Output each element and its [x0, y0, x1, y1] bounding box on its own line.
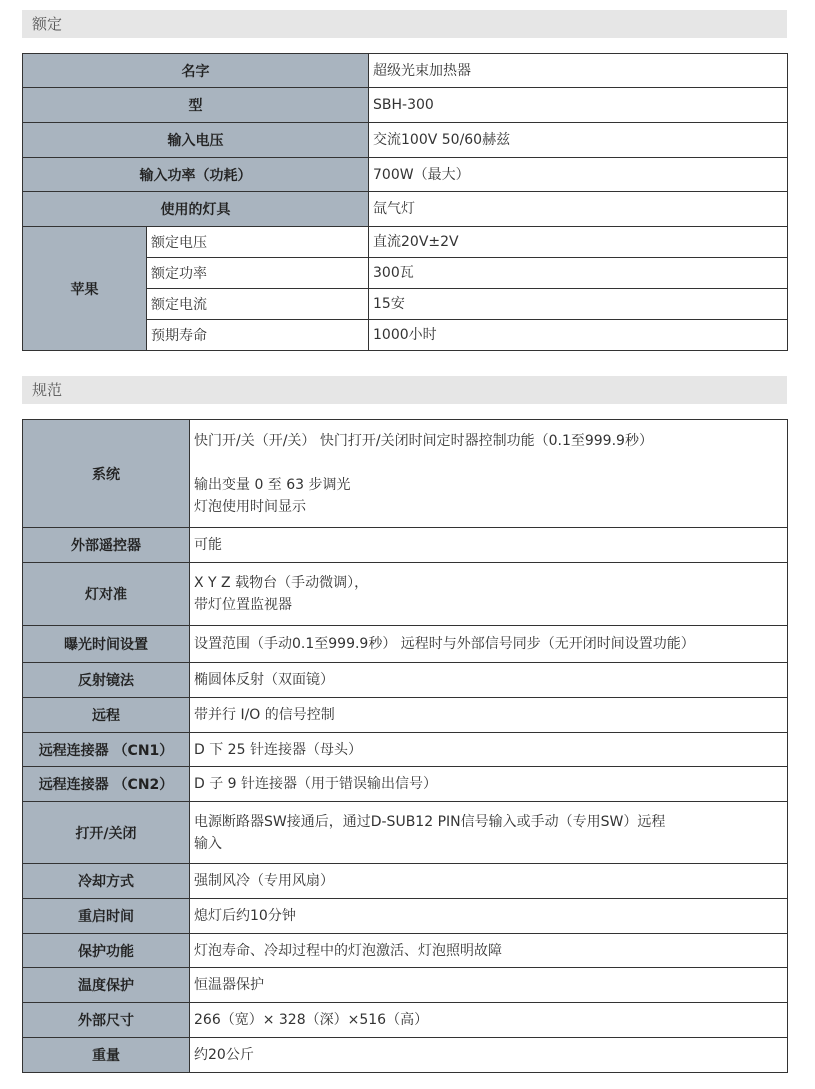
- table-row: [23, 158, 788, 192]
- table-row: [23, 420, 788, 528]
- row-label: 使用的灯具: [23, 192, 369, 227]
- row-value: 交流100V 50/60赫兹: [369, 123, 788, 158]
- value-line: 带并行 I/O 的信号控制: [194, 707, 335, 723]
- table-row: [23, 802, 788, 864]
- value-line: 约20公斤: [194, 1047, 254, 1063]
- row-label: 远程连接器 （CN2）: [23, 767, 190, 802]
- row-value: [190, 663, 788, 698]
- row-value: 超级光束加热器: [369, 54, 788, 88]
- row-value: [190, 733, 788, 767]
- table-row: [23, 1003, 788, 1038]
- table-row: [23, 528, 788, 563]
- specs-table: [22, 419, 788, 1073]
- table-row: [23, 698, 788, 733]
- row-label: 外部遥控器: [23, 528, 190, 563]
- row-value: 氙气灯: [369, 192, 788, 227]
- row-label: 输入功率（功耗）: [23, 158, 369, 192]
- value-line: 灯泡使用时间显示: [194, 498, 306, 515]
- row-label: 灯对准: [23, 563, 190, 626]
- value-line: 快门开/关（开/关） 快门打开/关闭时间定时器控制功能（0.1至999.9秒）: [194, 432, 653, 449]
- table-row: [23, 626, 788, 663]
- value-line: 灯泡寿命、冷却过程中的灯泡激活、灯泡照明故障: [194, 942, 502, 959]
- table-row: [23, 192, 788, 227]
- value-line: 可能: [194, 537, 222, 553]
- row-value: 700W（最大）: [369, 158, 788, 192]
- row-label: 远程: [23, 698, 190, 733]
- row-label: 名字: [23, 54, 369, 88]
- row-value: 15安: [369, 289, 788, 320]
- row-value: [190, 626, 788, 663]
- table-row: [23, 934, 788, 968]
- table-row: [23, 227, 788, 258]
- value-line: 输入: [194, 835, 222, 852]
- table-row: [23, 54, 788, 88]
- row-value: 直流20V±2V: [369, 227, 788, 258]
- value-line: D 下 25 针连接器（母头）: [194, 741, 362, 758]
- row-label: 反射镜法: [23, 663, 190, 698]
- row-label: 远程连接器 （CN1）: [23, 733, 190, 767]
- row-value: SBH-300: [369, 88, 788, 123]
- row-value: [190, 767, 788, 802]
- table-row: [23, 123, 788, 158]
- lamp-group-label: 苹果: [23, 227, 147, 351]
- row-value: [190, 968, 788, 1003]
- row-label: 打开/关闭: [23, 802, 190, 864]
- value-line: [194, 452, 787, 474]
- row-value: [190, 864, 788, 899]
- value-line: 带灯位置监视器: [194, 597, 292, 613]
- row-label: 重量: [23, 1038, 190, 1073]
- specs-section-title: 规范: [22, 376, 787, 404]
- table-row: [23, 733, 788, 767]
- table-row: [23, 767, 788, 802]
- row-value: [190, 802, 788, 864]
- value-line: 输出变量 0 至 63 步调光: [194, 476, 351, 493]
- value-line: 恒温器保护: [194, 977, 264, 993]
- row-label: 温度保护: [23, 968, 190, 1003]
- row-value: [190, 563, 788, 626]
- row-label: 重启时间: [23, 899, 190, 934]
- row-label: 曝光时间设置: [23, 626, 190, 663]
- table-row: [23, 864, 788, 899]
- table-row: [23, 563, 788, 626]
- row-label: 外部尺寸: [23, 1003, 190, 1038]
- value-line: 强制风冷（专用风扇）: [194, 873, 334, 889]
- row-sublabel: 额定功率: [147, 258, 369, 289]
- row-label: 输入电压: [23, 123, 369, 158]
- value-line: 熄灯后约10分钟: [194, 908, 296, 924]
- row-label: 保护功能: [23, 934, 190, 968]
- value-line: 266（宽）× 328（深）×516（高）: [194, 1012, 429, 1028]
- row-value: [190, 420, 788, 528]
- value-line: 椭圆体反射（双面镜）: [194, 672, 334, 688]
- row-sublabel: 额定电流: [147, 289, 369, 320]
- table-row: [23, 1038, 788, 1073]
- row-value: [190, 1003, 788, 1038]
- table-row: [23, 88, 788, 123]
- value-line: D 子 9 针连接器（用于错误输出信号）: [194, 776, 438, 792]
- table-row: [23, 968, 788, 1003]
- value-line: 设置范围（手动0.1至999.9秒） 远程时与外部信号同步（无开闭时间设置功能）: [194, 636, 695, 652]
- table-row: [23, 899, 788, 934]
- row-sublabel: 额定电压: [147, 227, 369, 258]
- table-row: [23, 663, 788, 698]
- ratings-section-title: 额定: [22, 10, 787, 38]
- row-value: 1000小时: [369, 320, 788, 351]
- row-value: [190, 899, 788, 934]
- value-line: 电源断路器SW接通后，通过D-SUB12 PIN信号输入或手动（专用SW）远程: [194, 813, 666, 830]
- row-value: [190, 1038, 788, 1073]
- row-sublabel: 预期寿命: [147, 320, 369, 351]
- row-value: 300瓦: [369, 258, 788, 289]
- ratings-table: [22, 53, 788, 351]
- row-label: 冷却方式: [23, 864, 190, 899]
- row-value: [190, 528, 788, 563]
- value-line: X Y Z 载物台（手动微调），: [194, 575, 369, 591]
- row-label: 型: [23, 88, 369, 123]
- row-value: [190, 698, 788, 733]
- row-label: 系统: [23, 420, 190, 528]
- row-value: [190, 934, 788, 968]
